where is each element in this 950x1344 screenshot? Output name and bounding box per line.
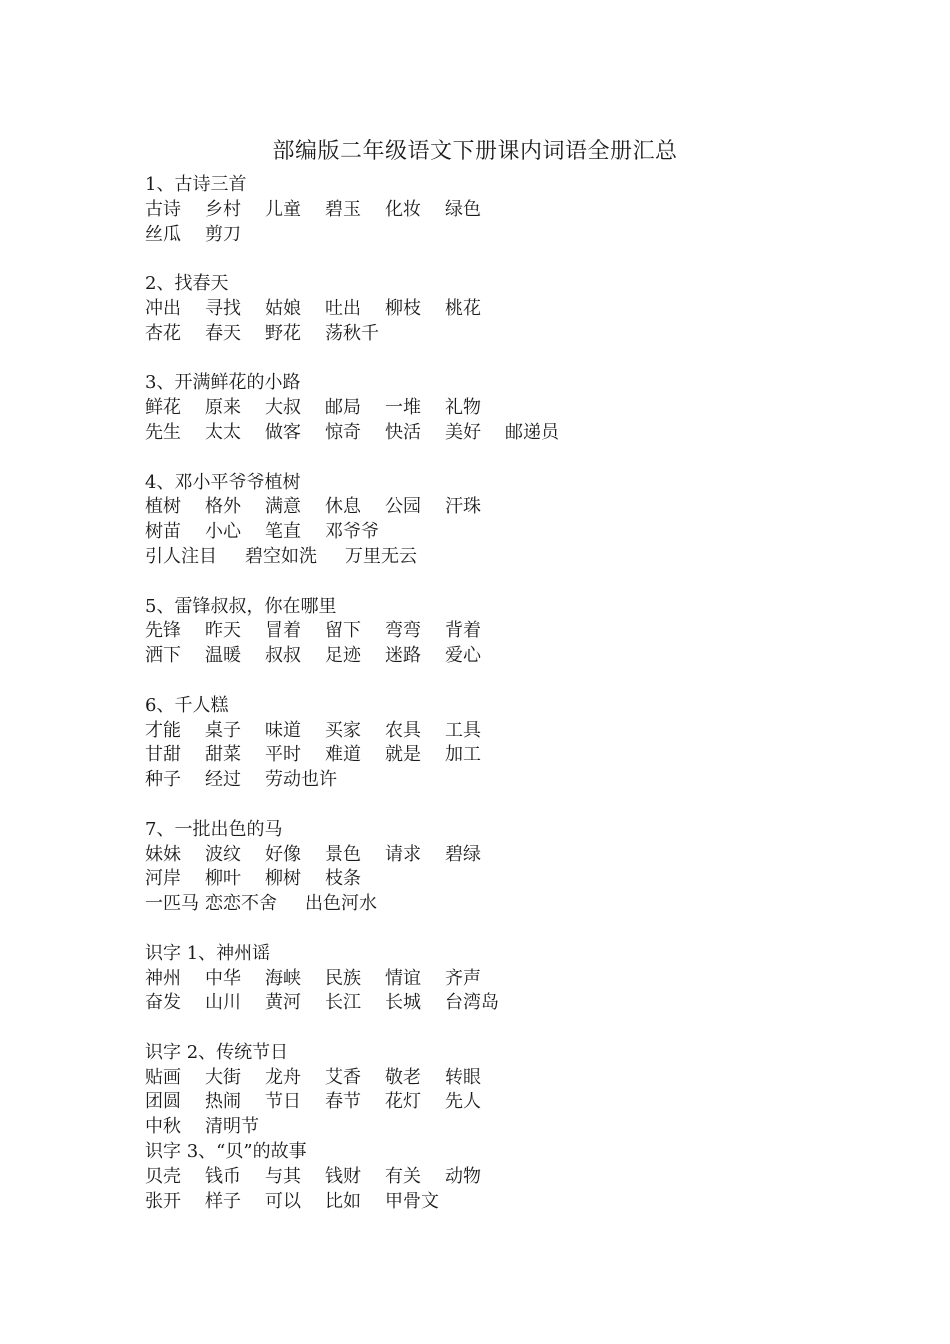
word-row [145, 495, 565, 520]
word-row [145, 297, 565, 322]
vocab-word: 出色河水 [305, 893, 377, 915]
vocab-word: 难道 [325, 744, 361, 766]
vocab-word: 加工 [445, 744, 481, 766]
vocab-word: 公园 [385, 496, 421, 518]
word-list [145, 173, 565, 1214]
vocab-word: 邮递员 [505, 421, 559, 443]
vocab-word: 农具 [385, 719, 421, 741]
vocab-word: 艾香 [325, 1066, 361, 1088]
word-row [145, 967, 565, 992]
vocab-word: 冲出 [145, 297, 181, 319]
vocab-word: 姑娘 [265, 297, 301, 319]
vocab-word: 齐声 [445, 967, 481, 989]
vocab-word: 邓爷爷 [325, 521, 379, 543]
vocab-word: 才能 [145, 719, 181, 741]
vocab-word: 引人注目 [145, 545, 217, 567]
vocab-word: 海峡 [265, 967, 301, 989]
vocab-word: 弯弯 [385, 620, 421, 642]
vocab-word: 笔直 [265, 521, 301, 543]
vocab-word: 留下 [325, 620, 361, 642]
vocab-word: 比如 [325, 1190, 361, 1212]
vocab-word: 台湾岛 [445, 992, 499, 1014]
vocab-word: 就是 [385, 744, 421, 766]
vocab-word: 样子 [205, 1190, 241, 1212]
vocab-word: 吐出 [325, 297, 361, 319]
section-spacer [145, 570, 565, 595]
word-row [145, 619, 565, 644]
vocab-word: 动物 [445, 1165, 481, 1187]
section-spacer [145, 347, 565, 372]
vocab-word: 快活 [385, 421, 421, 443]
vocab-word: 乡村 [205, 198, 241, 220]
vocab-word: 节日 [265, 1091, 301, 1113]
vocab-word: 可以 [265, 1190, 301, 1212]
vocab-word: 柳枝 [385, 297, 421, 319]
vocab-word: 背着 [445, 620, 481, 642]
word-row [145, 396, 565, 421]
word-row [145, 743, 565, 768]
section-heading: 2、找春天 [145, 273, 229, 295]
word-row [145, 520, 565, 545]
vocab-word: 碧玉 [325, 198, 361, 220]
vocab-word: 丝瓜 [145, 223, 181, 245]
vocab-word: 柳树 [265, 868, 301, 890]
section-heading: 5、雷锋叔叔，你在哪里 [145, 595, 337, 617]
vocab-word: 荡秋千 [325, 322, 379, 344]
vocab-word: 枝条 [325, 868, 361, 890]
word-row [145, 1165, 565, 1190]
section-spacer [145, 446, 565, 471]
vocab-word: 转眼 [445, 1066, 481, 1088]
vocab-word: 汗珠 [445, 496, 481, 518]
vocab-word: 鲜花 [145, 397, 181, 419]
section-heading: 4、邓小平爷爷植树 [145, 471, 301, 493]
vocab-word: 杏花 [145, 322, 181, 344]
vocab-word: 先生 [145, 421, 181, 443]
vocab-word: 原来 [205, 397, 241, 419]
vocab-word: 礼物 [445, 397, 481, 419]
vocab-word: 钱币 [205, 1165, 241, 1187]
vocab-word: 味道 [265, 719, 301, 741]
vocab-word: 植树 [145, 496, 181, 518]
vocab-word: 儿童 [265, 198, 301, 220]
vocab-word: 叔叔 [265, 645, 301, 667]
word-row [145, 421, 565, 446]
vocab-word: 大叔 [265, 397, 301, 419]
vocab-word: 中秋 [145, 1116, 181, 1138]
vocab-word: 桌子 [205, 719, 241, 741]
vocab-word: 山川 [205, 992, 241, 1014]
vocab-word: 热闹 [205, 1091, 241, 1113]
vocab-word: 张开 [145, 1190, 181, 1212]
vocab-word: 小心 [205, 521, 241, 543]
vocab-word: 春天 [205, 322, 241, 344]
vocab-word: 休息 [325, 496, 361, 518]
vocab-word: 长江 [325, 992, 361, 1014]
section-heading: 3、开满鲜花的小路 [145, 372, 301, 394]
vocab-word: 请求 [385, 843, 421, 865]
section-heading: 识字 3、“贝”的故事 [145, 1141, 307, 1163]
vocab-word: 工具 [445, 719, 481, 741]
vocab-word: 甜菜 [205, 744, 241, 766]
vocab-word: 一堆 [385, 397, 421, 419]
vocab-word: 一匹马 [145, 893, 199, 915]
vocab-word: 冒着 [265, 620, 301, 642]
word-row [145, 223, 565, 248]
word-row [145, 545, 565, 570]
word-row [145, 1190, 565, 1215]
page-title: 部编版二年级语文下册课内词语全册汇总 [272, 139, 678, 164]
vocab-word: 洒下 [145, 645, 181, 667]
vocab-word: 波纹 [205, 843, 241, 865]
vocab-word: 情谊 [385, 967, 421, 989]
section-spacer [145, 669, 565, 694]
vocab-word: 太太 [205, 421, 241, 443]
vocab-word: 大街 [205, 1066, 241, 1088]
vocab-word: 万里无云 [345, 545, 417, 567]
vocab-word: 妹妹 [145, 843, 181, 865]
word-row [145, 892, 565, 917]
section-spacer [145, 247, 565, 272]
vocab-word: 钱财 [325, 1165, 361, 1187]
vocab-word: 爱心 [445, 645, 481, 667]
vocab-word: 龙舟 [265, 1066, 301, 1088]
word-row [145, 1066, 565, 1091]
word-row [145, 644, 565, 669]
word-row [145, 1115, 565, 1140]
vocab-word: 团圆 [145, 1091, 181, 1113]
vocab-word: 贝壳 [145, 1165, 181, 1187]
vocab-word: 甘甜 [145, 744, 181, 766]
vocab-word: 邮局 [325, 397, 361, 419]
vocab-word: 景色 [325, 843, 361, 865]
section-heading: 7、一批出色的马 [145, 818, 283, 840]
word-row [145, 198, 565, 223]
vocab-word: 平时 [265, 744, 301, 766]
vocab-word: 足迹 [325, 645, 361, 667]
vocab-word: 春节 [325, 1091, 361, 1113]
vocab-word: 碧绿 [445, 843, 481, 865]
vocab-word: 甲骨文 [385, 1190, 439, 1212]
vocab-word: 碧空如洗 [245, 545, 317, 567]
word-row [145, 322, 565, 347]
vocab-word: 清明节 [205, 1116, 259, 1138]
vocab-word: 温暖 [205, 645, 241, 667]
vocab-word: 花灯 [385, 1091, 421, 1113]
vocab-word: 剪刀 [205, 223, 241, 245]
word-row [145, 991, 565, 1016]
word-row [145, 843, 565, 868]
vocab-word: 惊奇 [325, 421, 361, 443]
vocab-word: 与其 [265, 1165, 301, 1187]
section-spacer [145, 793, 565, 818]
vocab-word: 桃花 [445, 297, 481, 319]
vocab-word: 寻找 [205, 297, 241, 319]
section-heading: 识字 1、神州谣 [145, 942, 271, 964]
vocab-word: 迷路 [385, 645, 421, 667]
vocab-word: 绿色 [445, 198, 481, 220]
vocab-word: 古诗 [145, 198, 181, 220]
vocab-word: 种子 [145, 769, 181, 791]
vocab-word: 树苗 [145, 521, 181, 543]
vocab-word: 恋恋不舍 [205, 893, 277, 915]
vocab-word: 化妆 [385, 198, 421, 220]
vocab-word: 黄河 [265, 992, 301, 1014]
vocab-word: 贴画 [145, 1066, 181, 1088]
vocab-word: 民族 [325, 967, 361, 989]
vocab-word: 做客 [265, 421, 301, 443]
vocab-word: 河岸 [145, 868, 181, 890]
vocab-word: 有关 [385, 1165, 421, 1187]
vocab-word: 昨天 [205, 620, 241, 642]
word-row [145, 719, 565, 744]
vocab-word: 好像 [265, 843, 301, 865]
section-heading: 1、古诗三首 [145, 174, 247, 195]
vocab-word: 野花 [265, 322, 301, 344]
vocab-word: 神州 [145, 967, 181, 989]
word-row [145, 768, 565, 793]
vocab-word: 劳动也许 [265, 769, 337, 791]
word-row [145, 1090, 565, 1115]
vocab-word: 买家 [325, 719, 361, 741]
word-row [145, 867, 565, 892]
vocab-word: 格外 [205, 496, 241, 518]
vocab-word: 中华 [205, 967, 241, 989]
section-heading: 识字 2、传统节日 [145, 1041, 289, 1063]
section-heading: 6、千人糕 [145, 694, 229, 716]
vocab-word: 美好 [445, 421, 481, 443]
vocab-word: 先锋 [145, 620, 181, 642]
vocab-word: 奋发 [145, 992, 181, 1014]
section-spacer [145, 917, 565, 942]
vocab-word: 柳叶 [205, 868, 241, 890]
vocab-word: 经过 [205, 769, 241, 791]
section-spacer [145, 1016, 565, 1041]
vocab-word: 先人 [445, 1091, 481, 1113]
vocab-word: 长城 [385, 992, 421, 1014]
vocab-word: 满意 [265, 496, 301, 518]
vocab-word: 敬老 [385, 1066, 421, 1088]
